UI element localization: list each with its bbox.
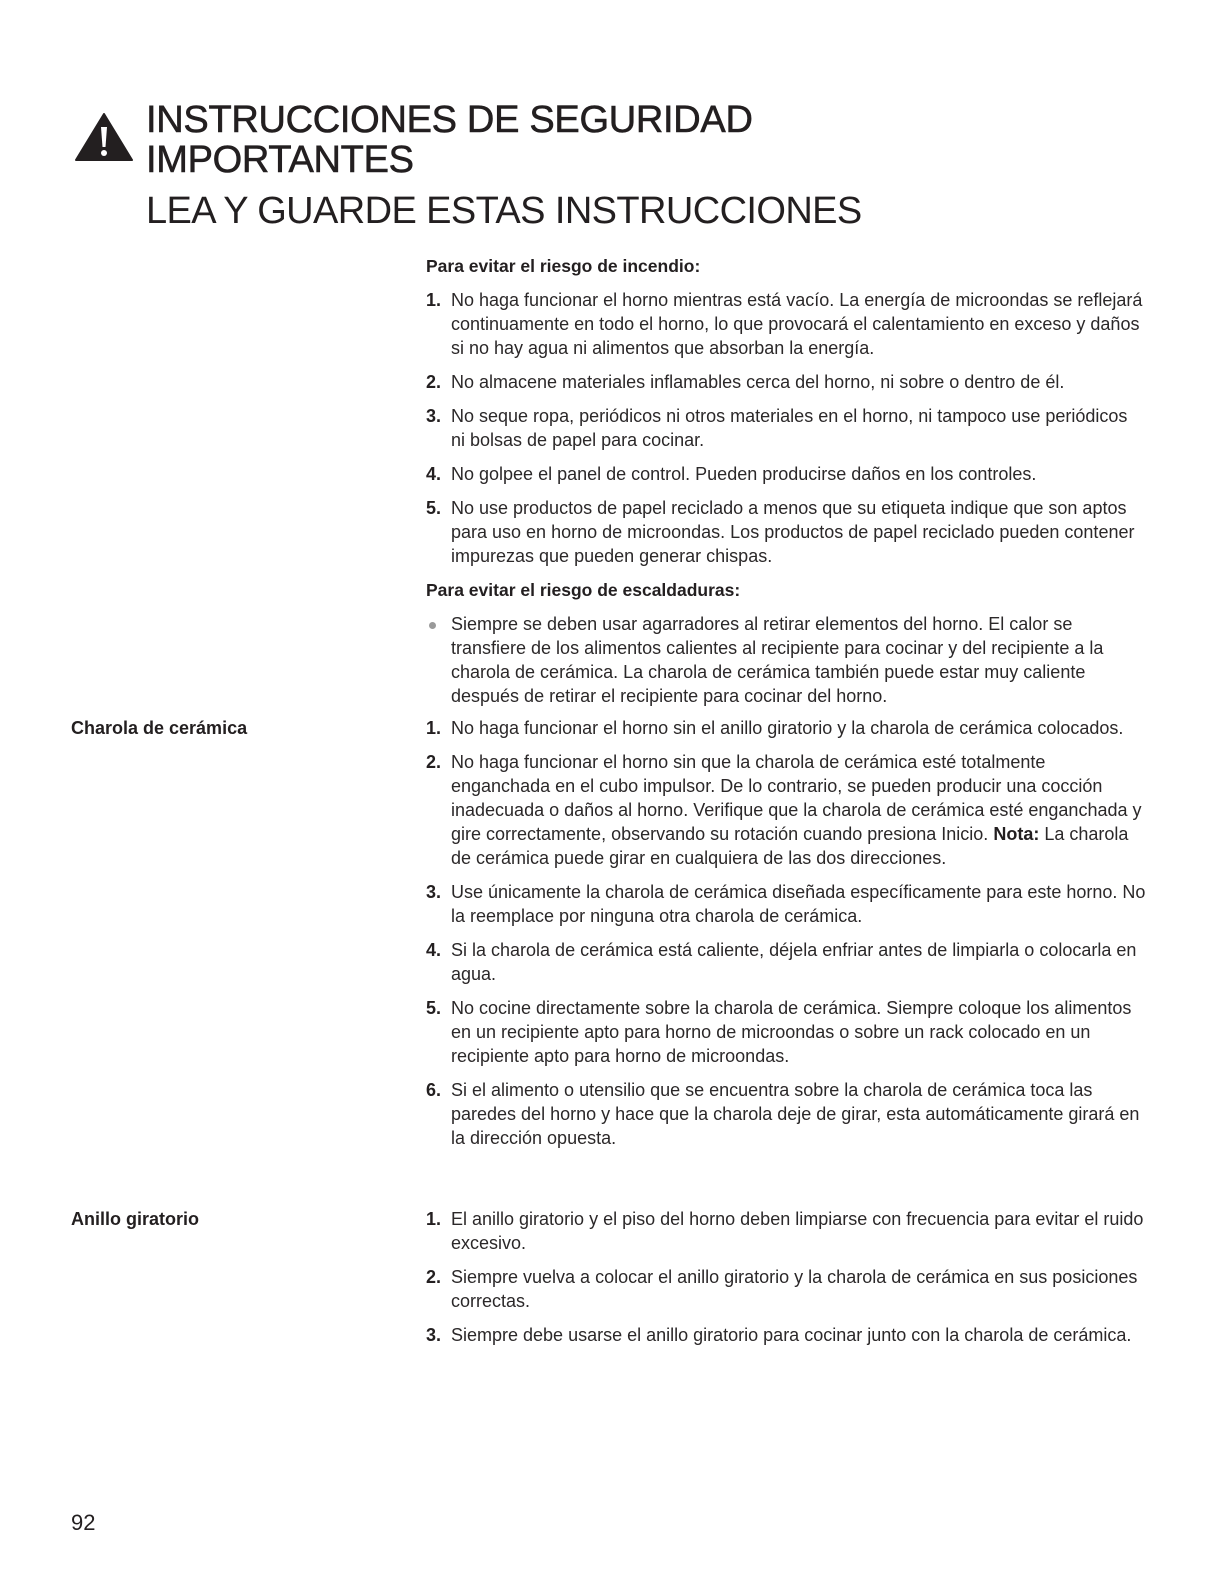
list-item: Siempre se deben usar agarradores al retirar elementos del horno. El calor se transfiere de los alimentos calientes al recipiente para cocinar y del recipiente a la charola de cerámica. La charola de cerámica también puede estar muy caliente después de retirar el recipiente para cocinar del horno. <box>426 612 1146 708</box>
warning-triangle-icon <box>74 112 134 162</box>
tray-list <box>426 716 1146 1160</box>
list-item: 3. Siempre debe usarse el anillo giratorio para cocinar junto con la charola de cerámica. <box>426 1325 1132 1345</box>
list-item: 2. No haga funcionar el horno sin que la charola de cerámica esté totalmente enganchada en el cubo impulsor. De lo contrario, se pueden producir una cocción inadecuada o daños al horno. Verifique que la charola de cerámica esté enganchada y gire correctamente, observando su rotación cuando presiona Inicio. Nota: La charola de cerámica puede girar en cualquiera de las dos direcciones. <box>426 752 1142 868</box>
list-item: 5. No use productos de papel reciclado a menos que su etiqueta indique que son aptos para uso en horno de microondas. Los productos de papel reciclado pueden contener impurezas que pueden generar chispas. <box>426 498 1135 566</box>
fire-list <box>426 288 1146 578</box>
list-item: 1. No haga funcionar el horno sin el anillo giratorio y la charola de cerámica colocados. <box>426 718 1124 738</box>
note-label: Nota: <box>993 824 1040 844</box>
list-item: 2. No almacene materiales inflamables cerca del horno, ni sobre o dentro de él. <box>426 372 1065 392</box>
page-subtitle: LEA Y GUARDE ESTAS INSTRUCCIONES <box>146 190 862 232</box>
title-line-2: IMPORTANTES <box>146 139 414 181</box>
scald-list <box>426 612 1146 718</box>
list-item: 4. Si la charola de cerámica está caliente, déjela enfriar antes de limpiarla o colocarla en agua. <box>426 940 1137 984</box>
list-item: 5. No cocine directamente sobre la charola de cerámica. Siempre coloque los alimentos en un recipiente apto para horno de microondas o sobre un rack colocado en un recipiente apto para horno de microondas. <box>426 998 1132 1066</box>
scald-heading: Para evitar el riesgo de escaldaduras: <box>426 580 741 600</box>
list-item: 3. No seque ropa, periódicos ni otros materiales en el horno, ni tampoco use periódicos ni bolsas de papel para cocinar. <box>426 406 1128 450</box>
bullet-icon <box>429 622 436 629</box>
list-item: 6. Si el alimento o utensilio que se encuentra sobre la charola de cerámica toca las paredes del horno y hace que la charola deje de girar, esta automáticamente girará en la dirección opuesta. <box>426 1080 1140 1148</box>
list-item: 2. Siempre vuelva a colocar el anillo giratorio y la charola de cerámica en sus posiciones correctas. <box>426 1267 1138 1311</box>
list-item: 1. No haga funcionar el horno mientras está vacío. La energía de microondas se reflejará continuamente en todo el horno, lo que provocará el calentamiento en exceso y daños si no hay agua ni alimentos que absorban la energía. <box>426 290 1143 358</box>
ring-list <box>426 1207 1146 1357</box>
list-item: 4. No golpee el panel de control. Pueden producirse daños en los controles. <box>426 464 1037 484</box>
fire-heading: Para evitar el riesgo de incendio: <box>426 256 701 276</box>
page-number: 92 <box>71 1510 96 1535</box>
section-label-ring: Anillo giratorio <box>71 1209 199 1229</box>
list-item: 3. Use únicamente la charola de cerámica diseñada específicamente para este horno. No la reemplace por ninguna otra charola de cerámica. <box>426 882 1146 926</box>
section-label-tray: Charola de cerámica <box>71 718 248 738</box>
page-title <box>146 100 753 180</box>
title-line-1: INSTRUCCIONES DE SEGURIDAD <box>146 99 753 141</box>
list-item: 1. El anillo giratorio y el piso del horno deben limpiarse con frecuencia para evitar el ruido excesivo. <box>426 1209 1144 1253</box>
